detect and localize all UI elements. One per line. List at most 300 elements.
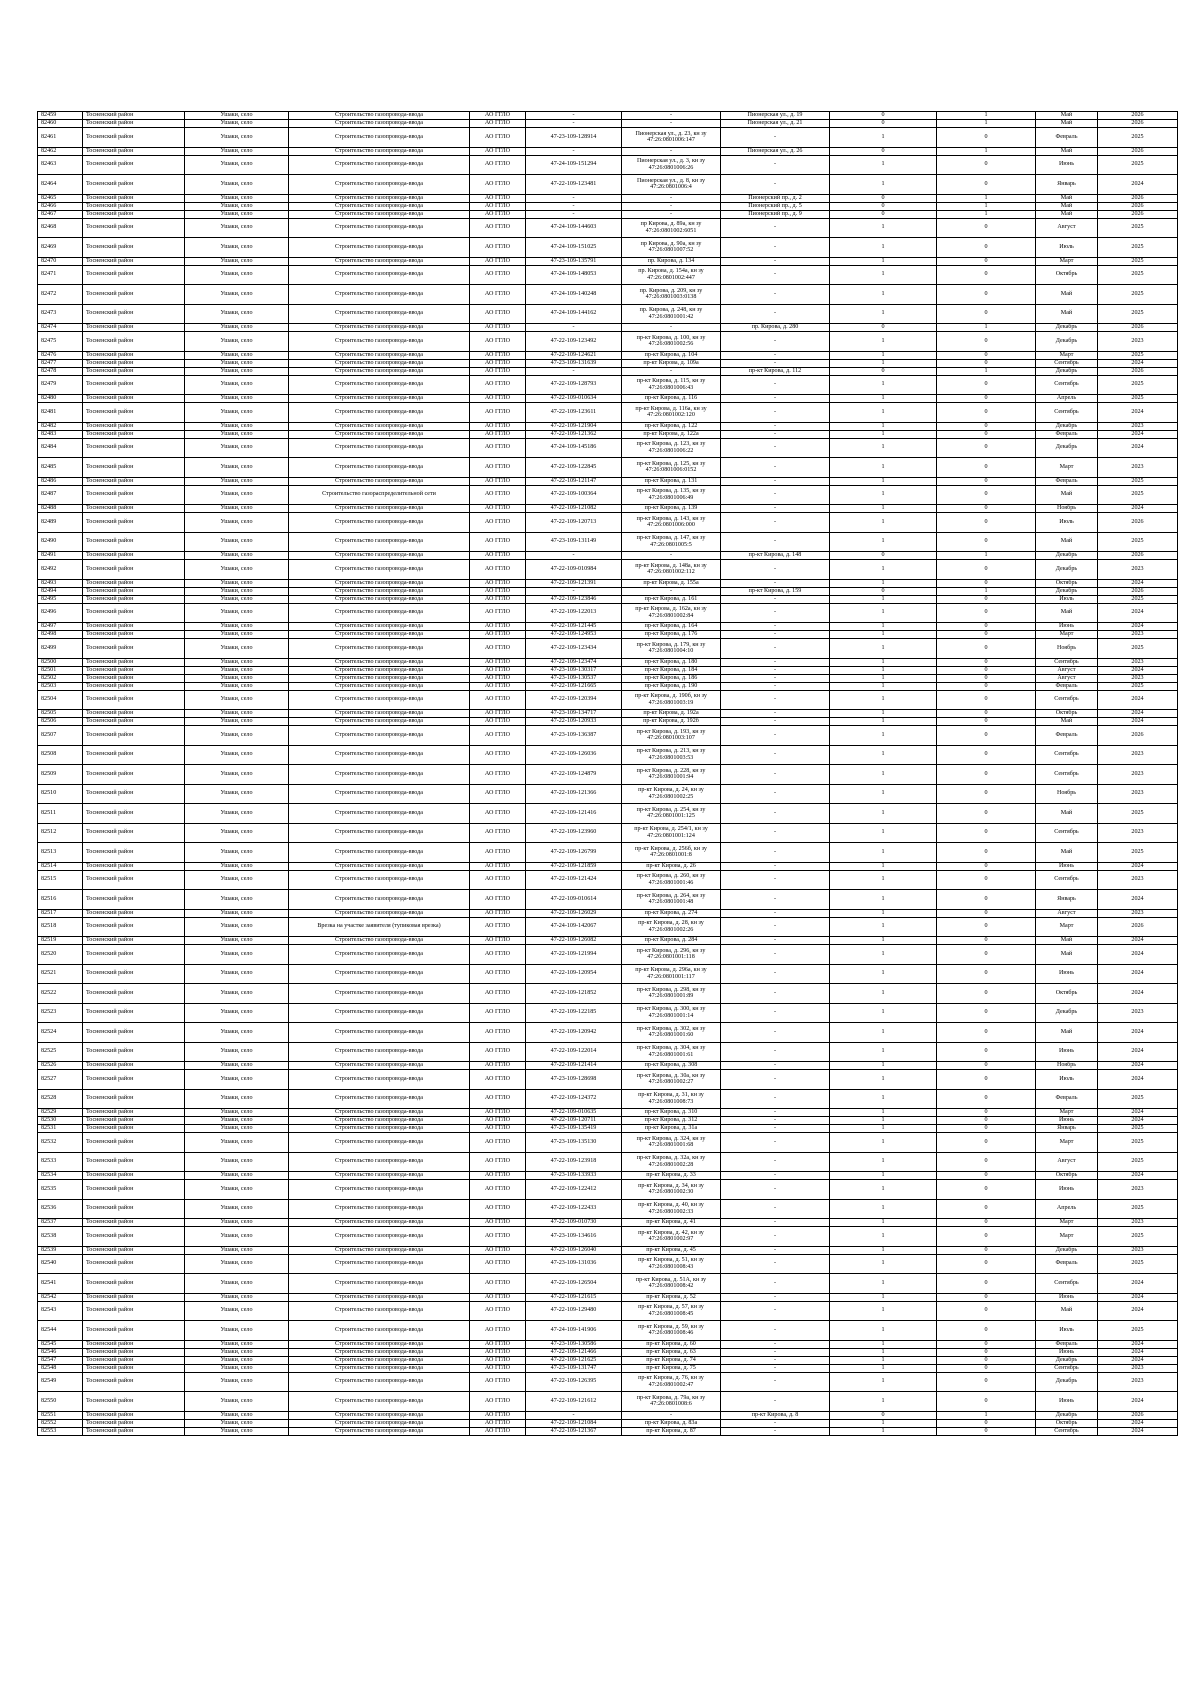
cell-row-number: 82477 (38, 359, 83, 367)
cell-quantity-a: 1 (830, 623, 937, 631)
cell-quantity-a: 1 (830, 595, 937, 603)
cell-quantity-b: 1 (937, 120, 1036, 128)
cell-work-type: Строительство газопровода-ввода (289, 603, 470, 623)
cell-address: - (721, 1117, 830, 1125)
cell-work-type: Строительство газопровода-ввода (289, 438, 470, 458)
cell-cadastral-address: пр-кт Кирова, д. 302, кн зу 47:26:0801001:60 (622, 1023, 721, 1043)
cell-application-number: 47-23-109-131747 (526, 1364, 622, 1372)
cell-row-number: 82499 (38, 639, 83, 659)
cell-organization: АО ГГЛО (470, 1340, 526, 1348)
cell-organization: АО ГГЛО (470, 1301, 526, 1321)
cell-year: 2024 (1098, 1427, 1178, 1435)
cell-row-number: 82549 (38, 1372, 83, 1392)
cell-work-type: Строительство газопровода-ввода (289, 1356, 470, 1364)
cell-quantity-b: 0 (937, 1419, 1036, 1427)
cell-quantity-a: 1 (830, 862, 937, 870)
cell-organization: АО ГГЛО (470, 147, 526, 155)
cell-organization: АО ГГЛО (470, 595, 526, 603)
cell-row-number: 82464 (38, 175, 83, 195)
cell-organization: АО ГГЛО (470, 862, 526, 870)
cell-year: 2024 (1098, 666, 1178, 674)
cell-quantity-a: 1 (830, 458, 937, 478)
cell-quantity-a: 1 (830, 718, 937, 726)
cell-month: Февраль (1036, 430, 1098, 438)
cell-year: 2023 (1098, 823, 1178, 843)
cell-month: Декабрь (1036, 422, 1098, 430)
cell-organization: АО ГГЛО (470, 1109, 526, 1117)
cell-settlement: Ушаки, село (185, 513, 289, 533)
cell-organization: АО ГГЛО (470, 718, 526, 726)
cell-quantity-a: 1 (830, 532, 937, 552)
cell-district: Тосненский район (83, 155, 185, 175)
cell-work-type: Строительство газопровода-ввода (289, 120, 470, 128)
cell-work-type: Строительство газопровода-ввода (289, 1125, 470, 1133)
cell-quantity-b: 1 (937, 202, 1036, 210)
table-row (38, 324, 1178, 332)
cell-month: Сентябрь (1036, 690, 1098, 710)
table-row (38, 937, 1178, 945)
cell-quantity-b: 0 (937, 1392, 1036, 1412)
cell-quantity-b: 1 (937, 324, 1036, 332)
cell-month: Март (1036, 1133, 1098, 1153)
cell-row-number: 82523 (38, 1003, 83, 1023)
cell-work-type: Строительство газопровода-ввода (289, 367, 470, 375)
cell-work-type: Строительство газопровода-ввода (289, 1348, 470, 1356)
cell-year: 2024 (1098, 579, 1178, 587)
cell-row-number: 82525 (38, 1042, 83, 1062)
cell-year: 2024 (1098, 1070, 1178, 1090)
cell-organization: АО ГГЛО (470, 430, 526, 438)
cell-work-type: Строительство газопровода-ввода (289, 843, 470, 863)
cell-district: Тосненский район (83, 304, 185, 324)
table-row (38, 210, 1178, 218)
cell-quantity-a: 1 (830, 1372, 937, 1392)
cell-address: - (721, 458, 830, 478)
cell-organization: АО ГГЛО (470, 1254, 526, 1274)
cell-year: 2026 (1098, 1411, 1178, 1419)
cell-application-number: 47-22-109-122412 (526, 1180, 622, 1200)
cell-cadastral-address: пр-кт Кирова, д. 148а, кн зу 47:26:0801002:112 (622, 560, 721, 580)
cell-cadastral-address: пр-кт Кирова, д. 274 (622, 909, 721, 917)
cell-year: 2024 (1098, 175, 1178, 195)
cell-settlement: Ушаки, село (185, 477, 289, 485)
cell-application-number: 47-23-109-135130 (526, 1133, 622, 1153)
cell-district: Тосненский район (83, 532, 185, 552)
cell-row-number: 82539 (38, 1246, 83, 1254)
cell-work-type: Строительство газопровода-ввода (289, 1109, 470, 1117)
cell-quantity-b: 0 (937, 265, 1036, 285)
cell-work-type: Строительство газопровода-ввода (289, 1340, 470, 1348)
cell-address: - (721, 964, 830, 984)
cell-quantity-b: 1 (937, 112, 1036, 120)
cell-application-number: 47-22-109-010634 (526, 395, 622, 403)
cell-application-number: 47-22-109-121994 (526, 945, 622, 965)
cell-district: Тосненский район (83, 1070, 185, 1090)
cell-cadastral-address: пр-кт Кирова, д. 74 (622, 1356, 721, 1364)
cell-application-number: 47-23-109-128698 (526, 1070, 622, 1090)
cell-quantity-b: 0 (937, 804, 1036, 824)
cell-row-number: 82548 (38, 1364, 83, 1372)
cell-application-number: 47-24-109-144162 (526, 304, 622, 324)
cell-quantity-a: 1 (830, 1254, 937, 1274)
cell-quantity-b: 0 (937, 710, 1036, 718)
cell-address: - (721, 485, 830, 505)
cell-settlement: Ушаки, село (185, 285, 289, 305)
cell-settlement: Ушаки, село (185, 718, 289, 726)
cell-work-type: Строительство газопровода-ввода (289, 1372, 470, 1392)
cell-district: Тосненский район (83, 658, 185, 666)
cell-organization: АО ГГЛО (470, 194, 526, 202)
cell-district: Тосненский район (83, 1427, 185, 1435)
cell-work-type: Строительство газопровода-ввода (289, 285, 470, 305)
cell-settlement: Ушаки, село (185, 210, 289, 218)
cell-row-number: 82462 (38, 147, 83, 155)
cell-address: Пионерская ул., д. 21 (721, 120, 830, 128)
cell-district: Тосненский район (83, 1089, 185, 1109)
cell-row-number: 82531 (38, 1125, 83, 1133)
cell-cadastral-address: пр-кт Кирова, д. 135, кн зу 47:26:0801006:49 (622, 485, 721, 505)
cell-cadastral-address: - (622, 194, 721, 202)
cell-year: 2025 (1098, 1199, 1178, 1219)
table-row (38, 784, 1178, 804)
cell-district: Тосненский район (83, 1180, 185, 1200)
cell-district: Тосненский район (83, 505, 185, 513)
cell-month: Декабрь (1036, 560, 1098, 580)
cell-year: 2023 (1098, 1372, 1178, 1392)
cell-quantity-a: 1 (830, 603, 937, 623)
cell-address: Пионерский пр., д. 5 (721, 202, 830, 210)
cell-cadastral-address: пр-кт Кирова, д. 42, кн зу 47:26:0801002:97 (622, 1227, 721, 1247)
cell-quantity-b: 0 (937, 666, 1036, 674)
cell-address: - (721, 430, 830, 438)
cell-quantity-a: 1 (830, 1301, 937, 1321)
cell-organization: АО ГГЛО (470, 265, 526, 285)
cell-year: 2023 (1098, 658, 1178, 666)
cell-month: Сентябрь (1036, 658, 1098, 666)
cell-organization: АО ГГЛО (470, 666, 526, 674)
cell-work-type: Строительство газопровода-ввода (289, 532, 470, 552)
cell-quantity-b: 0 (937, 332, 1036, 352)
cell-quantity-a: 1 (830, 804, 937, 824)
cell-cadastral-address: пр-кт Кирова, д. 83а (622, 1419, 721, 1427)
cell-organization: АО ГГЛО (470, 120, 526, 128)
cell-quantity-a: 1 (830, 513, 937, 533)
cell-settlement: Ушаки, село (185, 1274, 289, 1294)
cell-quantity-b: 0 (937, 765, 1036, 785)
cell-application-number: 47-22-109-120713 (526, 513, 622, 533)
cell-organization: АО ГГЛО (470, 1152, 526, 1172)
cell-quantity-a: 1 (830, 1172, 937, 1180)
cell-month: Май (1036, 937, 1098, 945)
cell-cadastral-address: - (622, 210, 721, 218)
cell-quantity-b: 0 (937, 1427, 1036, 1435)
cell-quantity-b: 0 (937, 532, 1036, 552)
cell-work-type: Строительство газопровода-ввода (289, 1392, 470, 1412)
cell-work-type: Строительство газопровода-ввода (289, 1411, 470, 1419)
cell-work-type: Строительство газопровода-ввода (289, 324, 470, 332)
cell-address: - (721, 1089, 830, 1109)
cell-work-type: Строительство газопровода-ввода (289, 674, 470, 682)
cell-organization: АО ГГЛО (470, 1427, 526, 1435)
cell-address: - (721, 726, 830, 746)
cell-month: Май (1036, 603, 1098, 623)
cell-quantity-b: 0 (937, 1227, 1036, 1247)
cell-organization: АО ГГЛО (470, 870, 526, 890)
cell-district: Тосненский район (83, 210, 185, 218)
cell-work-type: Строительство газопровода-ввода (289, 560, 470, 580)
cell-quantity-b: 0 (937, 623, 1036, 631)
cell-month: Октябрь (1036, 579, 1098, 587)
cell-district: Тосненский район (83, 1062, 185, 1070)
cell-month: Октябрь (1036, 1172, 1098, 1180)
cell-application-number: 47-23-109-134616 (526, 1227, 622, 1247)
cell-year: 2024 (1098, 984, 1178, 1004)
cell-month: Сентябрь (1036, 403, 1098, 423)
cell-application-number: 47-23-109-135791 (526, 257, 622, 265)
cell-quantity-b: 0 (937, 890, 1036, 910)
cell-district: Тосненский район (83, 1348, 185, 1356)
cell-quantity-b: 0 (937, 690, 1036, 710)
cell-work-type: Строительство газопровода-ввода (289, 870, 470, 890)
cell-quantity-a: 1 (830, 1219, 937, 1227)
cell-address: - (721, 285, 830, 305)
cell-work-type: Строительство газопровода-ввода (289, 595, 470, 603)
cell-row-number: 82521 (38, 964, 83, 984)
cell-application-number: 47-22-109-122013 (526, 603, 622, 623)
cell-cadastral-address: пр-кт Кирова, д. 254, кн зу 47:26:0801001:125 (622, 804, 721, 824)
cell-cadastral-address: пр-кт Кирова, д. 304, кн зу 47:26:0801001:61 (622, 1042, 721, 1062)
cell-district: Тосненский район (83, 631, 185, 639)
cell-address: - (721, 1172, 830, 1180)
cell-row-number: 82471 (38, 265, 83, 285)
cell-address: - (721, 332, 830, 352)
cell-row-number: 82516 (38, 890, 83, 910)
cell-district: Тосненский район (83, 1199, 185, 1219)
cell-application-number: - (526, 1411, 622, 1419)
cell-row-number: 82506 (38, 718, 83, 726)
cell-settlement: Ушаки, село (185, 147, 289, 155)
cell-quantity-b: 1 (937, 587, 1036, 595)
cell-cadastral-address: пр-кт Кирова, д. 300, кн зу 47:26:0801001:14 (622, 1003, 721, 1023)
table-row (38, 823, 1178, 843)
cell-quantity-a: 1 (830, 1062, 937, 1070)
cell-quantity-b: 0 (937, 1340, 1036, 1348)
cell-application-number: 47-22-109-122014 (526, 1042, 622, 1062)
cell-month: Июнь (1036, 964, 1098, 984)
cell-quantity-b: 0 (937, 175, 1036, 195)
table-row (38, 218, 1178, 238)
cell-quantity-b: 0 (937, 1089, 1036, 1109)
table-row (38, 238, 1178, 258)
cell-application-number: 47-22-109-121852 (526, 984, 622, 1004)
cell-quantity-a: 1 (830, 1340, 937, 1348)
cell-row-number: 82536 (38, 1199, 83, 1219)
cell-address: - (721, 257, 830, 265)
cell-year: 2024 (1098, 623, 1178, 631)
cell-quantity-a: 1 (830, 1321, 937, 1341)
cell-row-number: 82501 (38, 666, 83, 674)
table-row (38, 587, 1178, 595)
cell-row-number: 82467 (38, 210, 83, 218)
cell-year: 2024 (1098, 1392, 1178, 1412)
cell-work-type: Строительство газопровода-ввода (289, 1089, 470, 1109)
cell-organization: АО ГГЛО (470, 485, 526, 505)
cell-district: Тосненский район (83, 745, 185, 765)
cell-address: - (721, 422, 830, 430)
cell-year: 2023 (1098, 560, 1178, 580)
cell-district: Тосненский район (83, 128, 185, 148)
cell-organization: АО ГГЛО (470, 909, 526, 917)
cell-quantity-a: 1 (830, 674, 937, 682)
cell-application-number: 47-22-109-120711 (526, 1117, 622, 1125)
cell-work-type: Строительство газопровода-ввода (289, 513, 470, 533)
cell-year: 2025 (1098, 682, 1178, 690)
cell-settlement: Ушаки, село (185, 1321, 289, 1341)
cell-address: - (721, 843, 830, 863)
cell-organization: АО ГГЛО (470, 631, 526, 639)
cell-year: 2024 (1098, 603, 1178, 623)
cell-organization: АО ГГЛО (470, 1411, 526, 1419)
cell-district: Тосненский район (83, 1274, 185, 1294)
cell-address: - (721, 1023, 830, 1043)
cell-cadastral-address: пр-кт Кирова, д. 310 (622, 1109, 721, 1117)
cell-district: Тосненский район (83, 603, 185, 623)
cell-quantity-b: 0 (937, 513, 1036, 533)
cell-address: - (721, 1070, 830, 1090)
cell-row-number: 82492 (38, 560, 83, 580)
cell-row-number: 82504 (38, 690, 83, 710)
cell-year: 2024 (1098, 710, 1178, 718)
cell-month: Август (1036, 666, 1098, 674)
cell-cadastral-address: пр-кт Кирова, д. 260, кн зу 47:26:0801001:46 (622, 870, 721, 890)
cell-cadastral-address: пр-кт Кирова, д. 40, кн зу 47:26:0801002:33 (622, 1199, 721, 1219)
cell-settlement: Ушаки, село (185, 351, 289, 359)
cell-row-number: 82459 (38, 112, 83, 120)
cell-organization: АО ГГЛО (470, 552, 526, 560)
cell-organization: АО ГГЛО (470, 1348, 526, 1356)
cell-month: Июнь (1036, 1117, 1098, 1125)
cell-quantity-a: 1 (830, 332, 937, 352)
cell-quantity-b: 0 (937, 1246, 1036, 1254)
cell-settlement: Ушаки, село (185, 1254, 289, 1274)
cell-row-number: 82488 (38, 505, 83, 513)
cell-district: Тосненский район (83, 477, 185, 485)
cell-address: пр. Кирова, д. 280 (721, 324, 830, 332)
cell-settlement: Ушаки, село (185, 359, 289, 367)
cell-district: Тосненский район (83, 458, 185, 478)
cell-district: Тосненский район (83, 984, 185, 1004)
cell-settlement: Ушаки, село (185, 964, 289, 984)
cell-application-number: 47-22-109-124372 (526, 1089, 622, 1109)
cell-quantity-b: 0 (937, 674, 1036, 682)
cell-cadastral-address: пр-кт Кирова, д. 125, кн зу 47:26:0801006:0152 (622, 458, 721, 478)
cell-district: Тосненский район (83, 1023, 185, 1043)
cell-settlement: Ушаки, село (185, 1117, 289, 1125)
cell-row-number: 82546 (38, 1348, 83, 1356)
cell-year: 2024 (1098, 1293, 1178, 1301)
cell-organization: АО ГГЛО (470, 1392, 526, 1412)
table-row (38, 843, 1178, 863)
cell-district: Тосненский район (83, 890, 185, 910)
table-row (38, 870, 1178, 890)
cell-quantity-b: 1 (937, 194, 1036, 202)
cell-year: 2025 (1098, 1152, 1178, 1172)
cell-settlement: Ушаки, село (185, 1340, 289, 1348)
cell-row-number: 82538 (38, 1227, 83, 1247)
cell-work-type: Строительство газопровода-ввода (289, 1419, 470, 1427)
cell-quantity-b: 0 (937, 1219, 1036, 1227)
cell-year: 2026 (1098, 367, 1178, 375)
cell-quantity-a: 0 (830, 324, 937, 332)
cell-address: - (721, 1427, 830, 1435)
table-row (38, 367, 1178, 375)
table-row (38, 804, 1178, 824)
cell-cadastral-address: пр-кт Кирова, д. 79а, кн зу 47:26:0801008:6 (622, 1392, 721, 1412)
cell-month: Май (1036, 843, 1098, 863)
cell-year: 2024 (1098, 1356, 1178, 1364)
cell-district: Тосненский район (83, 202, 185, 210)
cell-address: - (721, 218, 830, 238)
cell-row-number: 82480 (38, 395, 83, 403)
table-row (38, 147, 1178, 155)
cell-month: Июнь (1036, 862, 1098, 870)
table-row (38, 560, 1178, 580)
cell-organization: АО ГГЛО (470, 375, 526, 395)
cell-row-number: 82490 (38, 532, 83, 552)
cell-quantity-b: 0 (937, 477, 1036, 485)
cell-quantity-b: 0 (937, 945, 1036, 965)
cell-row-number: 82518 (38, 917, 83, 937)
table-row (38, 1301, 1178, 1321)
cell-district: Тосненский район (83, 1372, 185, 1392)
document-page (37, 111, 1173, 1436)
table-row (38, 1199, 1178, 1219)
cell-work-type: Строительство газопровода-ввода (289, 359, 470, 367)
cell-row-number: 82513 (38, 843, 83, 863)
cell-work-type: Строительство газопровода-ввода (289, 422, 470, 430)
cell-row-number: 82535 (38, 1180, 83, 1200)
cell-quantity-a: 1 (830, 1419, 937, 1427)
cell-year: 2026 (1098, 552, 1178, 560)
cell-row-number: 82483 (38, 430, 83, 438)
cell-quantity-b: 0 (937, 1062, 1036, 1070)
cell-row-number: 82470 (38, 257, 83, 265)
cell-application-number: 47-24-109-151294 (526, 155, 622, 175)
table-row (38, 351, 1178, 359)
cell-settlement: Ушаки, село (185, 1364, 289, 1372)
table-row (38, 639, 1178, 659)
cell-application-number: 47-22-109-010614 (526, 890, 622, 910)
cell-district: Тосненский район (83, 1125, 185, 1133)
cell-district: Тосненский район (83, 438, 185, 458)
table-row (38, 505, 1178, 513)
cell-district: Тосненский район (83, 1411, 185, 1419)
cell-quantity-a: 1 (830, 682, 937, 690)
cell-settlement: Ушаки, село (185, 218, 289, 238)
cell-address: - (721, 682, 830, 690)
cell-work-type: Строительство газопровода-ввода (289, 984, 470, 1004)
cell-settlement: Ушаки, село (185, 112, 289, 120)
cell-district: Тосненский район (83, 1392, 185, 1412)
table-row (38, 765, 1178, 785)
table-row (38, 862, 1178, 870)
cell-settlement: Ушаки, село (185, 332, 289, 352)
cell-year: 2026 (1098, 917, 1178, 937)
cell-address: - (721, 658, 830, 666)
cell-application-number: 47-22-109-123481 (526, 175, 622, 195)
cell-organization: АО ГГЛО (470, 438, 526, 458)
cell-cadastral-address: пр-кт Кирова, д. 52 (622, 1293, 721, 1301)
